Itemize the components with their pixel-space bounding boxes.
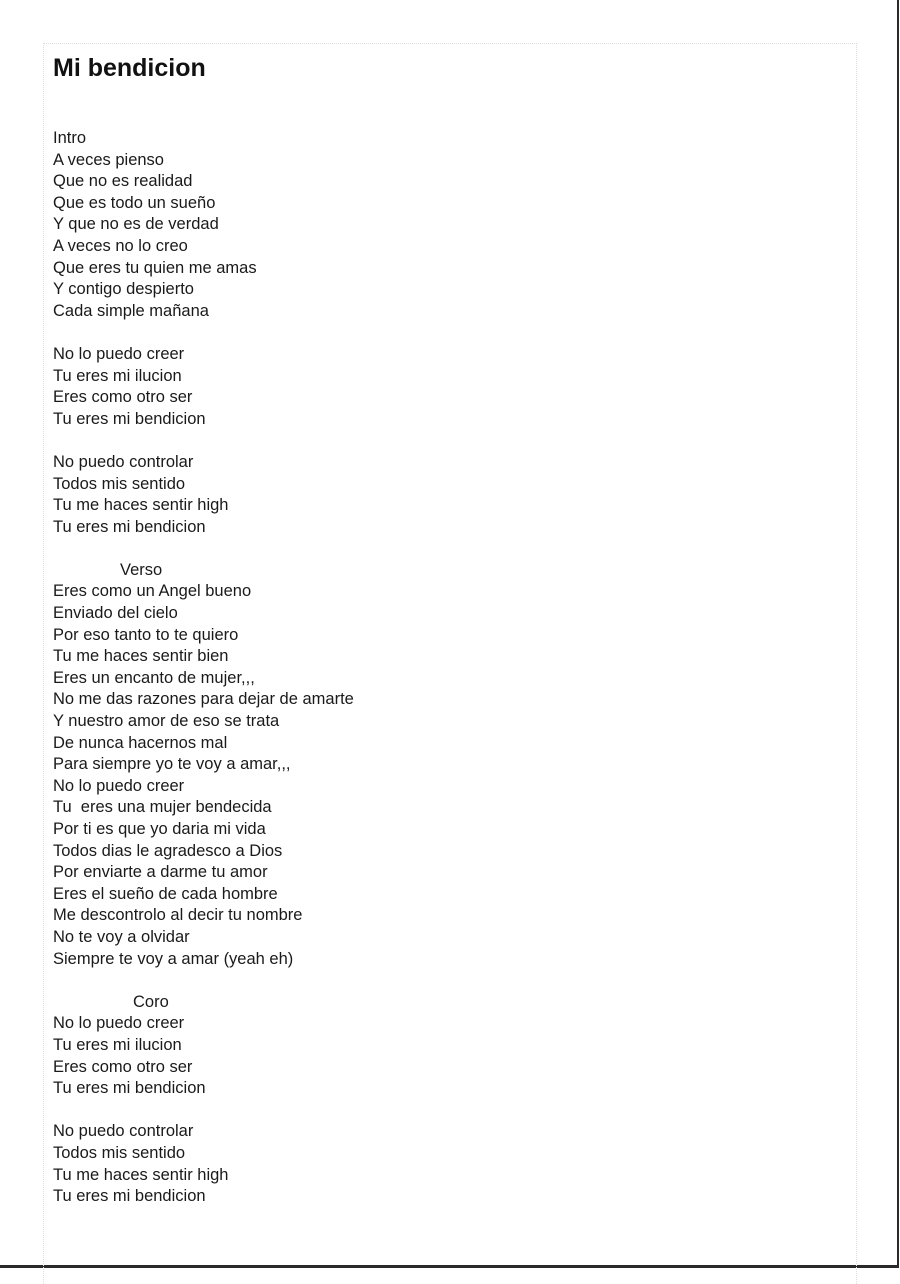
lyric-line: Para siempre yo te voy a amar,,, (53, 755, 291, 774)
lyric-line: Tu eres una mujer bendecida (53, 798, 272, 817)
lyric-line: Todos mis sentido (53, 474, 186, 493)
lyric-line: Todos dias le agradesco a Dios (53, 841, 283, 860)
lyric-line: Eres como otro ser (53, 1057, 193, 1076)
lyric-line: Tu eres mi bendicion (53, 1187, 206, 1206)
lyric-line: No me das razones para dejar de amarte (53, 690, 354, 709)
song-title: Mi bendicion (53, 54, 206, 82)
lyric-line: No te voy a olvidar (53, 927, 190, 946)
section-coro (53, 992, 813, 1100)
lyric-line: Todos mis sentido (53, 1143, 186, 1162)
lyric-line: Eres un encanto de mujer,,, (53, 668, 255, 687)
lyrics-body (53, 128, 813, 1208)
section-intro (53, 128, 813, 322)
section-verso (53, 560, 813, 970)
lyric-line: Que es todo un sueño (53, 193, 216, 212)
stanza-gap (53, 322, 813, 344)
lyric-line: No puedo controlar (53, 452, 194, 471)
lyric-line: No lo puedo creer (53, 776, 185, 795)
lyric-line: Tu eres mi bendicion (53, 409, 206, 428)
lyric-line: Eres el sueño de cada hombre (53, 884, 278, 903)
lyric-line: A veces no lo creo (53, 236, 188, 255)
lyric-line: Tu me haces sentir bien (53, 647, 229, 666)
stanza-gap (53, 970, 813, 992)
lyric-line: Que no es realidad (53, 172, 193, 191)
lyric-line: Siempre te voy a amar (yeah eh) (53, 949, 294, 968)
lyric-line: Que eres tu quien me amas (53, 258, 257, 277)
section-chorus-2 (53, 452, 813, 538)
section-chorus-1 (53, 344, 813, 430)
lyric-line: Me descontrolo al decir tu nombre (53, 906, 303, 925)
lyric-line: Enviado del cielo (53, 604, 178, 623)
lyric-line: No puedo controlar (53, 1122, 194, 1141)
lyric-line: Tu eres mi ilucion (53, 366, 182, 385)
section-label-intro: Intro (53, 129, 87, 147)
lyric-line: Cada simple mañana (53, 301, 209, 320)
lyric-line: Por ti es que yo daria mi vida (53, 820, 266, 838)
lyric-line: Por enviarte a darme tu amor (53, 863, 268, 882)
lyric-line: Y nuestro amor de eso se trata (53, 712, 280, 731)
lyric-line: Tu me haces sentir high (53, 1165, 229, 1184)
lyric-line: Tu eres mi ilucion (53, 1035, 182, 1054)
lyric-line: Eres como un Angel bueno (53, 582, 252, 601)
section-label-coro: Coro (133, 992, 169, 1011)
section-label-verso: Verso (120, 560, 163, 579)
lyric-line: Tu eres mi bendicion (53, 1079, 206, 1098)
lyric-line: No lo puedo creer (53, 1014, 185, 1033)
lyric-line: Y contigo despierto (53, 280, 194, 299)
lyric-line: Y que no es de verdad (53, 215, 219, 234)
stanza-gap (53, 430, 813, 452)
section-coro-2 (53, 1121, 813, 1207)
lyric-line: No lo puedo creer (53, 344, 185, 363)
lyric-line: De nunca hacernos mal (53, 733, 228, 752)
stanza-gap (53, 1100, 813, 1122)
lyric-line: Por eso tanto to te quiero (53, 625, 239, 644)
lyric-line: Tu eres mi bendicion (53, 517, 206, 536)
stanza-gap (53, 538, 813, 560)
lyric-line: Eres como otro ser (53, 388, 193, 407)
lyric-line: A veces pienso (53, 150, 164, 169)
lyric-line: Tu me haces sentir high (53, 496, 229, 515)
